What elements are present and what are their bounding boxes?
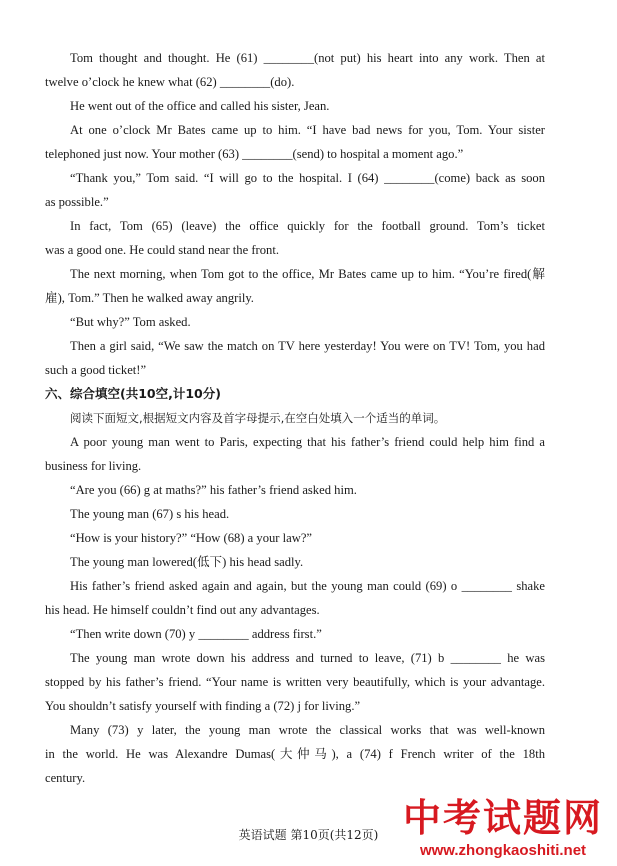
- text-line: The next morning, when Tom got to the office, Mr Bates came up to him. “You’re fired(解: [70, 267, 545, 281]
- text-line: such a good ticket!”: [45, 363, 147, 377]
- text-line: The young man lowered(低下) his head sadly.: [70, 555, 304, 569]
- text-line: In fact, Tom (65) (leave) the office quickly for the football ground. Tom’s ticket: [70, 219, 545, 233]
- text-line: You shouldn’t satisfy yourself with finding a (72) j for living.”: [45, 699, 361, 713]
- text-line: stopped by his father’s friend. “Your name is written very beautifully, which is your advantage.: [45, 675, 545, 689]
- text-line: 雇), Tom.” Then he walked away angrily.: [45, 291, 254, 305]
- text-line: century.: [45, 771, 86, 785]
- text-line: The young man (67) s his head.: [70, 507, 230, 521]
- text-line: twelve o’clock he knew what (62) ________(do).: [45, 75, 295, 89]
- site-watermark: [398, 796, 608, 860]
- text-line: A poor young man went to Paris, expecting that his father’s friend could help him find a: [70, 435, 545, 449]
- text-line: “Are you (66) g at maths?” his father’s friend asked him.: [70, 483, 357, 497]
- text-line: He went out of the office and called his sister, Jean.: [70, 99, 330, 113]
- watermark-title: 中考试题网: [402, 796, 603, 840]
- text-line: as possible.”: [45, 195, 109, 209]
- text-line: business for living.: [45, 459, 142, 473]
- section-heading: 六、综合填空(共10空,计10分): [45, 386, 221, 401]
- text-line: Then a girl said, “We saw the match on TV here yesterday! You were on TV! Tom, you had: [70, 339, 545, 353]
- text-line: telephoned just now. Your mother (63) ________(send) to hospital a moment ago.”: [45, 147, 464, 161]
- text-line: “Then write down (70) y ________ address first.”: [70, 627, 322, 641]
- text-line: “How is your history?” “How (68) a your law?”: [70, 531, 313, 545]
- page-footer: 英语试题 第10页(共12页): [238, 828, 379, 842]
- text-line: At one o’clock Mr Bates came up to him. “I have bad news for you, Tom. Your sister: [70, 123, 545, 137]
- watermark-url: www.zhongkaoshiti.net: [419, 842, 587, 859]
- text-line: “But why?” Tom asked.: [70, 315, 191, 329]
- text-line: The young man wrote down his address and turned to leave, (71) b ________ he was: [70, 651, 545, 665]
- text-line: his head. He himself couldn’t find out any advantages.: [45, 603, 320, 617]
- text-line: in the world. He was Alexandre Dumas(大仲马), a (74) f French writer of the 18th: [45, 747, 545, 761]
- text-line: was a good one. He could stand near the front.: [45, 243, 279, 257]
- text-line: “Thank you,” Tom said. “I will go to the hospital. I (64) ________(come) back as soon: [70, 171, 545, 185]
- text-line: Many (73) y later, the young man wrote the classical works that was well-known: [70, 723, 545, 737]
- text-line: His father’s friend asked again and again, but the young man could (69) o ________ shake: [70, 579, 545, 593]
- section-instructions: 阅读下面短文,根据短文内容及首字母提示,在空白处填入一个适当的单词。: [70, 411, 446, 425]
- text-line: Tom thought and thought. He (61) ________(not put) his heart into any work. Then at: [70, 51, 545, 65]
